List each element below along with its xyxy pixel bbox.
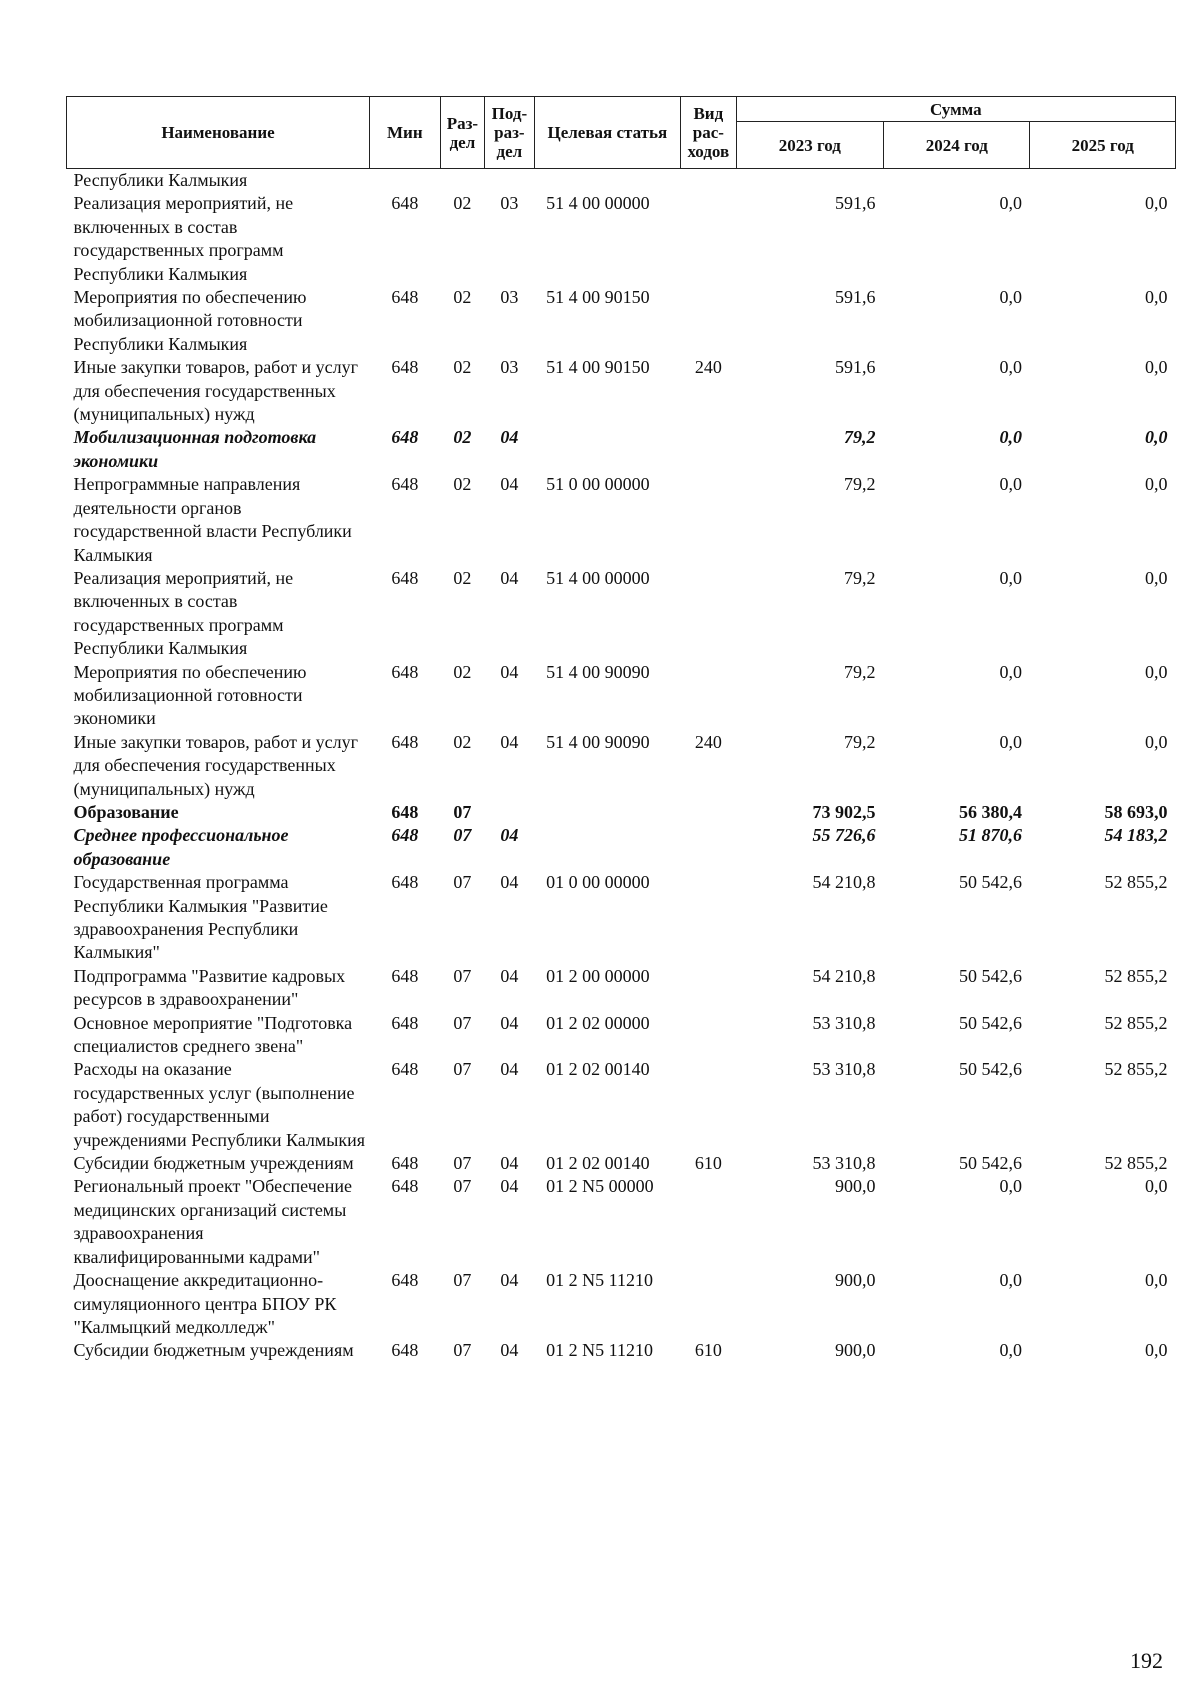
cell-vid: 610 — [694, 1153, 722, 1174]
cell-min: 648 — [391, 872, 419, 893]
cell-razdel: 07 — [453, 965, 472, 986]
header-year-2023: 2023 год — [736, 122, 883, 169]
cell-podrazdel: 04 — [500, 872, 519, 893]
cell-sum-2024: 0,0 — [999, 1340, 1022, 1361]
table-row — [67, 356, 1176, 426]
cell-min: 648 — [391, 965, 419, 986]
header-summa: Сумма — [736, 97, 1175, 122]
cell-podrazdel: 04 — [500, 965, 519, 986]
table-header — [67, 97, 1176, 169]
table-row — [67, 1058, 1176, 1152]
cell-sum-2023: 53 310,8 — [812, 1153, 876, 1174]
cell-name: Непрограммные направления деятельности органов государственной власти Республики Калмыкия — [73, 474, 352, 565]
cell-vid — [681, 567, 737, 661]
cell-sum-2024: 50 542,6 — [958, 965, 1022, 986]
cell-sum-2023: 55 726,6 — [812, 825, 876, 846]
cell-sum-2023: 79,2 — [844, 731, 876, 752]
header-celevaya: Целевая статья — [534, 97, 680, 169]
cell-sum-2024: 0,0 — [999, 287, 1022, 308]
header-name: Наименование — [67, 97, 370, 169]
cell-razdel: 02 — [453, 193, 472, 214]
cell-vid — [681, 426, 737, 473]
cell-sum-2025: 0,0 — [1145, 357, 1168, 378]
table-row — [67, 1152, 1176, 1175]
cell-vid: 610 — [694, 1340, 722, 1361]
cell-sum-2023: 53 310,8 — [812, 1059, 876, 1080]
cell-sum-2023: 73 902,5 — [812, 801, 876, 822]
cell-sum-2024: 50 542,6 — [958, 1059, 1022, 1080]
cell-sum-2025 — [1030, 169, 1176, 193]
table-row — [67, 871, 1176, 965]
table-row — [67, 801, 1176, 824]
cell-podrazdel: 04 — [500, 661, 519, 682]
header-razdel: Раз-дел — [440, 97, 484, 169]
cell-sum-2023: 79,2 — [844, 474, 876, 495]
cell-sum-2024: 0,0 — [999, 661, 1022, 682]
cell-sum-2024: 0,0 — [999, 427, 1022, 448]
cell-sum-2023: 79,2 — [844, 567, 876, 588]
cell-razdel: 07 — [453, 872, 472, 893]
table-row — [67, 286, 1176, 356]
cell-razdel: 02 — [453, 731, 472, 752]
cell-name: Республики Калмыкия — [73, 170, 248, 190]
cell-sum-2023: 54 210,8 — [812, 965, 876, 986]
cell-min — [370, 169, 441, 193]
cell-razdel: 07 — [453, 1270, 472, 1291]
cell-razdel: 02 — [453, 287, 472, 308]
cell-razdel: 02 — [453, 661, 472, 682]
cell-min: 648 — [391, 427, 419, 448]
cell-vid — [681, 1269, 737, 1339]
cell-podrazdel: 04 — [500, 1270, 519, 1291]
cell-sum-2025: 58 693,0 — [1104, 801, 1168, 822]
cell-min: 648 — [391, 567, 419, 588]
cell-celevaya: 01 2 02 00140 — [546, 1059, 650, 1080]
cell-sum-2023: 79,2 — [844, 661, 876, 682]
cell-razdel: 02 — [453, 357, 472, 378]
cell-name: Мероприятия по обеспечению мобилизационной готовности Республики Калмыкия — [73, 287, 307, 354]
cell-vid — [681, 1175, 737, 1269]
cell-celevaya: 51 4 00 90150 — [546, 287, 650, 308]
cell-sum-2025: 52 855,2 — [1104, 1059, 1168, 1080]
cell-podrazdel: 03 — [500, 357, 519, 378]
cell-name: Субсидии бюджетным учреждениям — [73, 1340, 354, 1361]
cell-sum-2023: 900,0 — [835, 1340, 876, 1361]
cell-podrazdel: 04 — [500, 567, 519, 588]
cell-podrazdel: 03 — [500, 193, 519, 214]
cell-sum-2024: 50 542,6 — [958, 872, 1022, 893]
cell-vid — [681, 169, 737, 193]
cell-celevaya: 51 0 00 00000 — [546, 474, 650, 495]
cell-podrazdel: 03 — [500, 287, 519, 308]
header-year-2025: 2025 год — [1030, 122, 1176, 169]
cell-name: Основное мероприятие "Подготовка специалистов среднего звена" — [73, 1012, 353, 1057]
table-row — [67, 192, 1176, 286]
cell-celevaya: 01 2 02 00140 — [546, 1153, 650, 1174]
cell-sum-2025: 54 183,2 — [1104, 825, 1168, 846]
cell-sum-2024: 56 380,4 — [958, 801, 1022, 822]
cell-sum-2023: 591,6 — [835, 193, 876, 214]
cell-name: Реализация мероприятий, не включенных в состав государственных программ Республики Калмыкия — [73, 193, 294, 284]
cell-vid — [681, 473, 737, 567]
cell-razdel: 07 — [453, 1176, 472, 1197]
cell-celevaya: 01 2 02 00000 — [546, 1012, 650, 1033]
cell-sum-2025: 0,0 — [1145, 427, 1168, 448]
cell-name: Дооснащение аккредитационно-симуляционного центра БПОУ РК "Калмыцкий медколледж" — [73, 1270, 337, 1337]
cell-vid — [681, 661, 737, 731]
cell-razdel: 07 — [453, 1059, 472, 1080]
cell-vid — [681, 1058, 737, 1152]
cell-vid — [681, 801, 737, 824]
cell-razdel — [440, 169, 484, 193]
cell-vid — [681, 871, 737, 965]
cell-sum-2024: 0,0 — [999, 567, 1022, 588]
cell-name: Расходы на оказание государственных услуг (выполнение работ) государственными учреждениями Республики Калмыкия — [73, 1059, 366, 1150]
cell-vid — [681, 286, 737, 356]
header-vid: Вид рас-ходов — [681, 97, 737, 169]
cell-sum-2024: 0,0 — [999, 731, 1022, 752]
cell-sum-2024: 0,0 — [999, 1176, 1022, 1197]
cell-sum-2025: 0,0 — [1145, 731, 1168, 752]
cell-podrazdel: 04 — [500, 1059, 519, 1080]
cell-celevaya — [534, 824, 680, 871]
cell-sum-2023: 591,6 — [835, 357, 876, 378]
cell-celevaya — [534, 169, 680, 193]
cell-celevaya: 51 4 00 90090 — [546, 661, 650, 682]
cell-sum-2025: 52 855,2 — [1104, 872, 1168, 893]
cell-celevaya: 51 4 00 00000 — [546, 193, 650, 214]
cell-vid: 240 — [694, 357, 722, 378]
table-row — [67, 1269, 1176, 1339]
cell-min: 648 — [391, 1270, 419, 1291]
cell-sum-2025: 52 855,2 — [1104, 1012, 1168, 1033]
cell-sum-2025: 52 855,2 — [1104, 965, 1168, 986]
cell-name: Иные закупки товаров, работ и услуг для обеспечения государственных (муниципальных) нужд — [73, 731, 358, 799]
header-podrazdel: Под-раз-дел — [485, 97, 534, 169]
header-min: Мин — [370, 97, 441, 169]
cell-celevaya: 01 2 N5 11210 — [546, 1270, 653, 1291]
header-year-2024: 2024 год — [884, 122, 1030, 169]
cell-sum-2023: 79,2 — [844, 427, 876, 448]
cell-celevaya: 51 4 00 00000 — [546, 567, 650, 588]
cell-razdel: 02 — [453, 567, 472, 588]
cell-podrazdel: 04 — [500, 1340, 519, 1361]
cell-sum-2024: 0,0 — [999, 193, 1022, 214]
cell-razdel: 02 — [453, 427, 472, 448]
budget-table — [66, 96, 1176, 1363]
cell-podrazdel: 04 — [500, 474, 519, 495]
cell-celevaya — [534, 426, 680, 473]
cell-podrazdel — [485, 801, 534, 824]
cell-sum-2025: 0,0 — [1145, 1340, 1168, 1361]
page-number: 192 — [1130, 1648, 1163, 1673]
cell-min: 648 — [391, 1059, 419, 1080]
cell-min: 648 — [391, 1340, 419, 1361]
cell-podrazdel — [485, 169, 534, 193]
cell-sum-2024: 0,0 — [999, 474, 1022, 495]
cell-sum-2025: 0,0 — [1145, 661, 1168, 682]
cell-sum-2025: 0,0 — [1145, 193, 1168, 214]
cell-celevaya: 01 2 N5 00000 — [546, 1176, 654, 1197]
cell-sum-2025: 52 855,2 — [1104, 1153, 1168, 1174]
cell-podrazdel: 04 — [500, 1176, 519, 1197]
cell-razdel: 02 — [453, 474, 472, 495]
cell-sum-2023: 900,0 — [835, 1270, 876, 1291]
cell-vid — [681, 824, 737, 871]
cell-razdel: 07 — [453, 1012, 472, 1033]
cell-sum-2025: 0,0 — [1145, 1270, 1168, 1291]
cell-min: 648 — [391, 287, 419, 308]
cell-sum-2025: 0,0 — [1145, 287, 1168, 308]
cell-razdel: 07 — [453, 1153, 472, 1174]
cell-celevaya: 01 0 00 00000 — [546, 872, 650, 893]
cell-min: 648 — [391, 357, 419, 378]
cell-razdel: 07 — [453, 801, 472, 822]
cell-sum-2023: 591,6 — [835, 287, 876, 308]
cell-sum-2023: 54 210,8 — [812, 872, 876, 893]
cell-min: 648 — [391, 474, 419, 495]
cell-celevaya — [534, 801, 680, 824]
cell-min: 648 — [391, 1012, 419, 1033]
cell-podrazdel: 04 — [500, 427, 519, 448]
table-row — [67, 1012, 1176, 1059]
cell-sum-2025: 0,0 — [1145, 567, 1168, 588]
cell-sum-2023 — [736, 169, 883, 193]
table-row — [67, 731, 1176, 801]
cell-sum-2024: 51 870,6 — [958, 825, 1022, 846]
cell-sum-2025: 0,0 — [1145, 474, 1168, 495]
table-row — [67, 1175, 1176, 1269]
table-body — [67, 169, 1176, 1363]
cell-sum-2025: 0,0 — [1145, 1176, 1168, 1197]
table-row — [67, 661, 1176, 731]
cell-min: 648 — [391, 193, 419, 214]
cell-sum-2024: 0,0 — [999, 1270, 1022, 1291]
table-row — [67, 169, 1176, 193]
cell-celevaya: 51 4 00 90150 — [546, 357, 650, 378]
cell-vid — [681, 192, 737, 286]
cell-name: Мобилизационная подготовка экономики — [73, 427, 317, 471]
cell-podrazdel: 04 — [500, 731, 519, 752]
cell-name: Государственная программа Республики Калмыкия "Развитие здравоохранения Республики Калмыкия" — [73, 872, 328, 963]
cell-sum-2023: 900,0 — [835, 1176, 876, 1197]
table-row — [67, 473, 1176, 567]
table-row — [67, 426, 1176, 473]
table-row — [67, 824, 1176, 871]
cell-vid — [681, 965, 737, 1012]
cell-celevaya: 51 4 00 90090 — [546, 731, 650, 752]
cell-podrazdel: 04 — [500, 825, 519, 846]
cell-min: 648 — [391, 825, 419, 846]
cell-name: Подпрограмма "Развитие кадровых ресурсов в здравоохранении" — [73, 965, 346, 1010]
table-row — [67, 965, 1176, 1012]
cell-podrazdel: 04 — [500, 1012, 519, 1033]
cell-name: Реализация мероприятий, не включенных в состав государственных программ Республики Калмыкия — [73, 567, 294, 659]
cell-min: 648 — [391, 1176, 419, 1197]
cell-name: Иные закупки товаров, работ и услуг для обеспечения государственных (муниципальных) нужд — [73, 357, 358, 425]
cell-name: Среднее профессиональное образование — [73, 825, 289, 869]
cell-min: 648 — [391, 661, 419, 682]
cell-celevaya: 01 2 N5 11210 — [546, 1340, 653, 1361]
cell-sum-2023: 53 310,8 — [812, 1012, 876, 1033]
cell-sum-2024: 0,0 — [999, 357, 1022, 378]
table-row — [67, 567, 1176, 661]
cell-podrazdel: 04 — [500, 1153, 519, 1174]
cell-celevaya: 01 2 00 00000 — [546, 965, 650, 986]
cell-vid — [681, 1012, 737, 1059]
cell-name: Региональный проект "Обеспечение медицинских организаций системы здравоохранения квалифицированными кадрами" — [73, 1176, 352, 1267]
cell-name: Мероприятия по обеспечению мобилизационной готовности экономики — [73, 661, 307, 729]
cell-name: Образование — [73, 801, 179, 822]
cell-vid: 240 — [694, 731, 722, 752]
cell-razdel: 07 — [453, 825, 472, 846]
table-row — [67, 1339, 1176, 1362]
cell-name: Субсидии бюджетным учреждениям — [73, 1153, 354, 1174]
cell-sum-2024 — [884, 169, 1030, 193]
cell-sum-2024: 50 542,6 — [958, 1012, 1022, 1033]
cell-min: 648 — [391, 731, 419, 752]
cell-min: 648 — [391, 1153, 419, 1174]
cell-min: 648 — [391, 801, 419, 822]
cell-razdel: 07 — [453, 1340, 472, 1361]
cell-sum-2024: 50 542,6 — [958, 1153, 1022, 1174]
